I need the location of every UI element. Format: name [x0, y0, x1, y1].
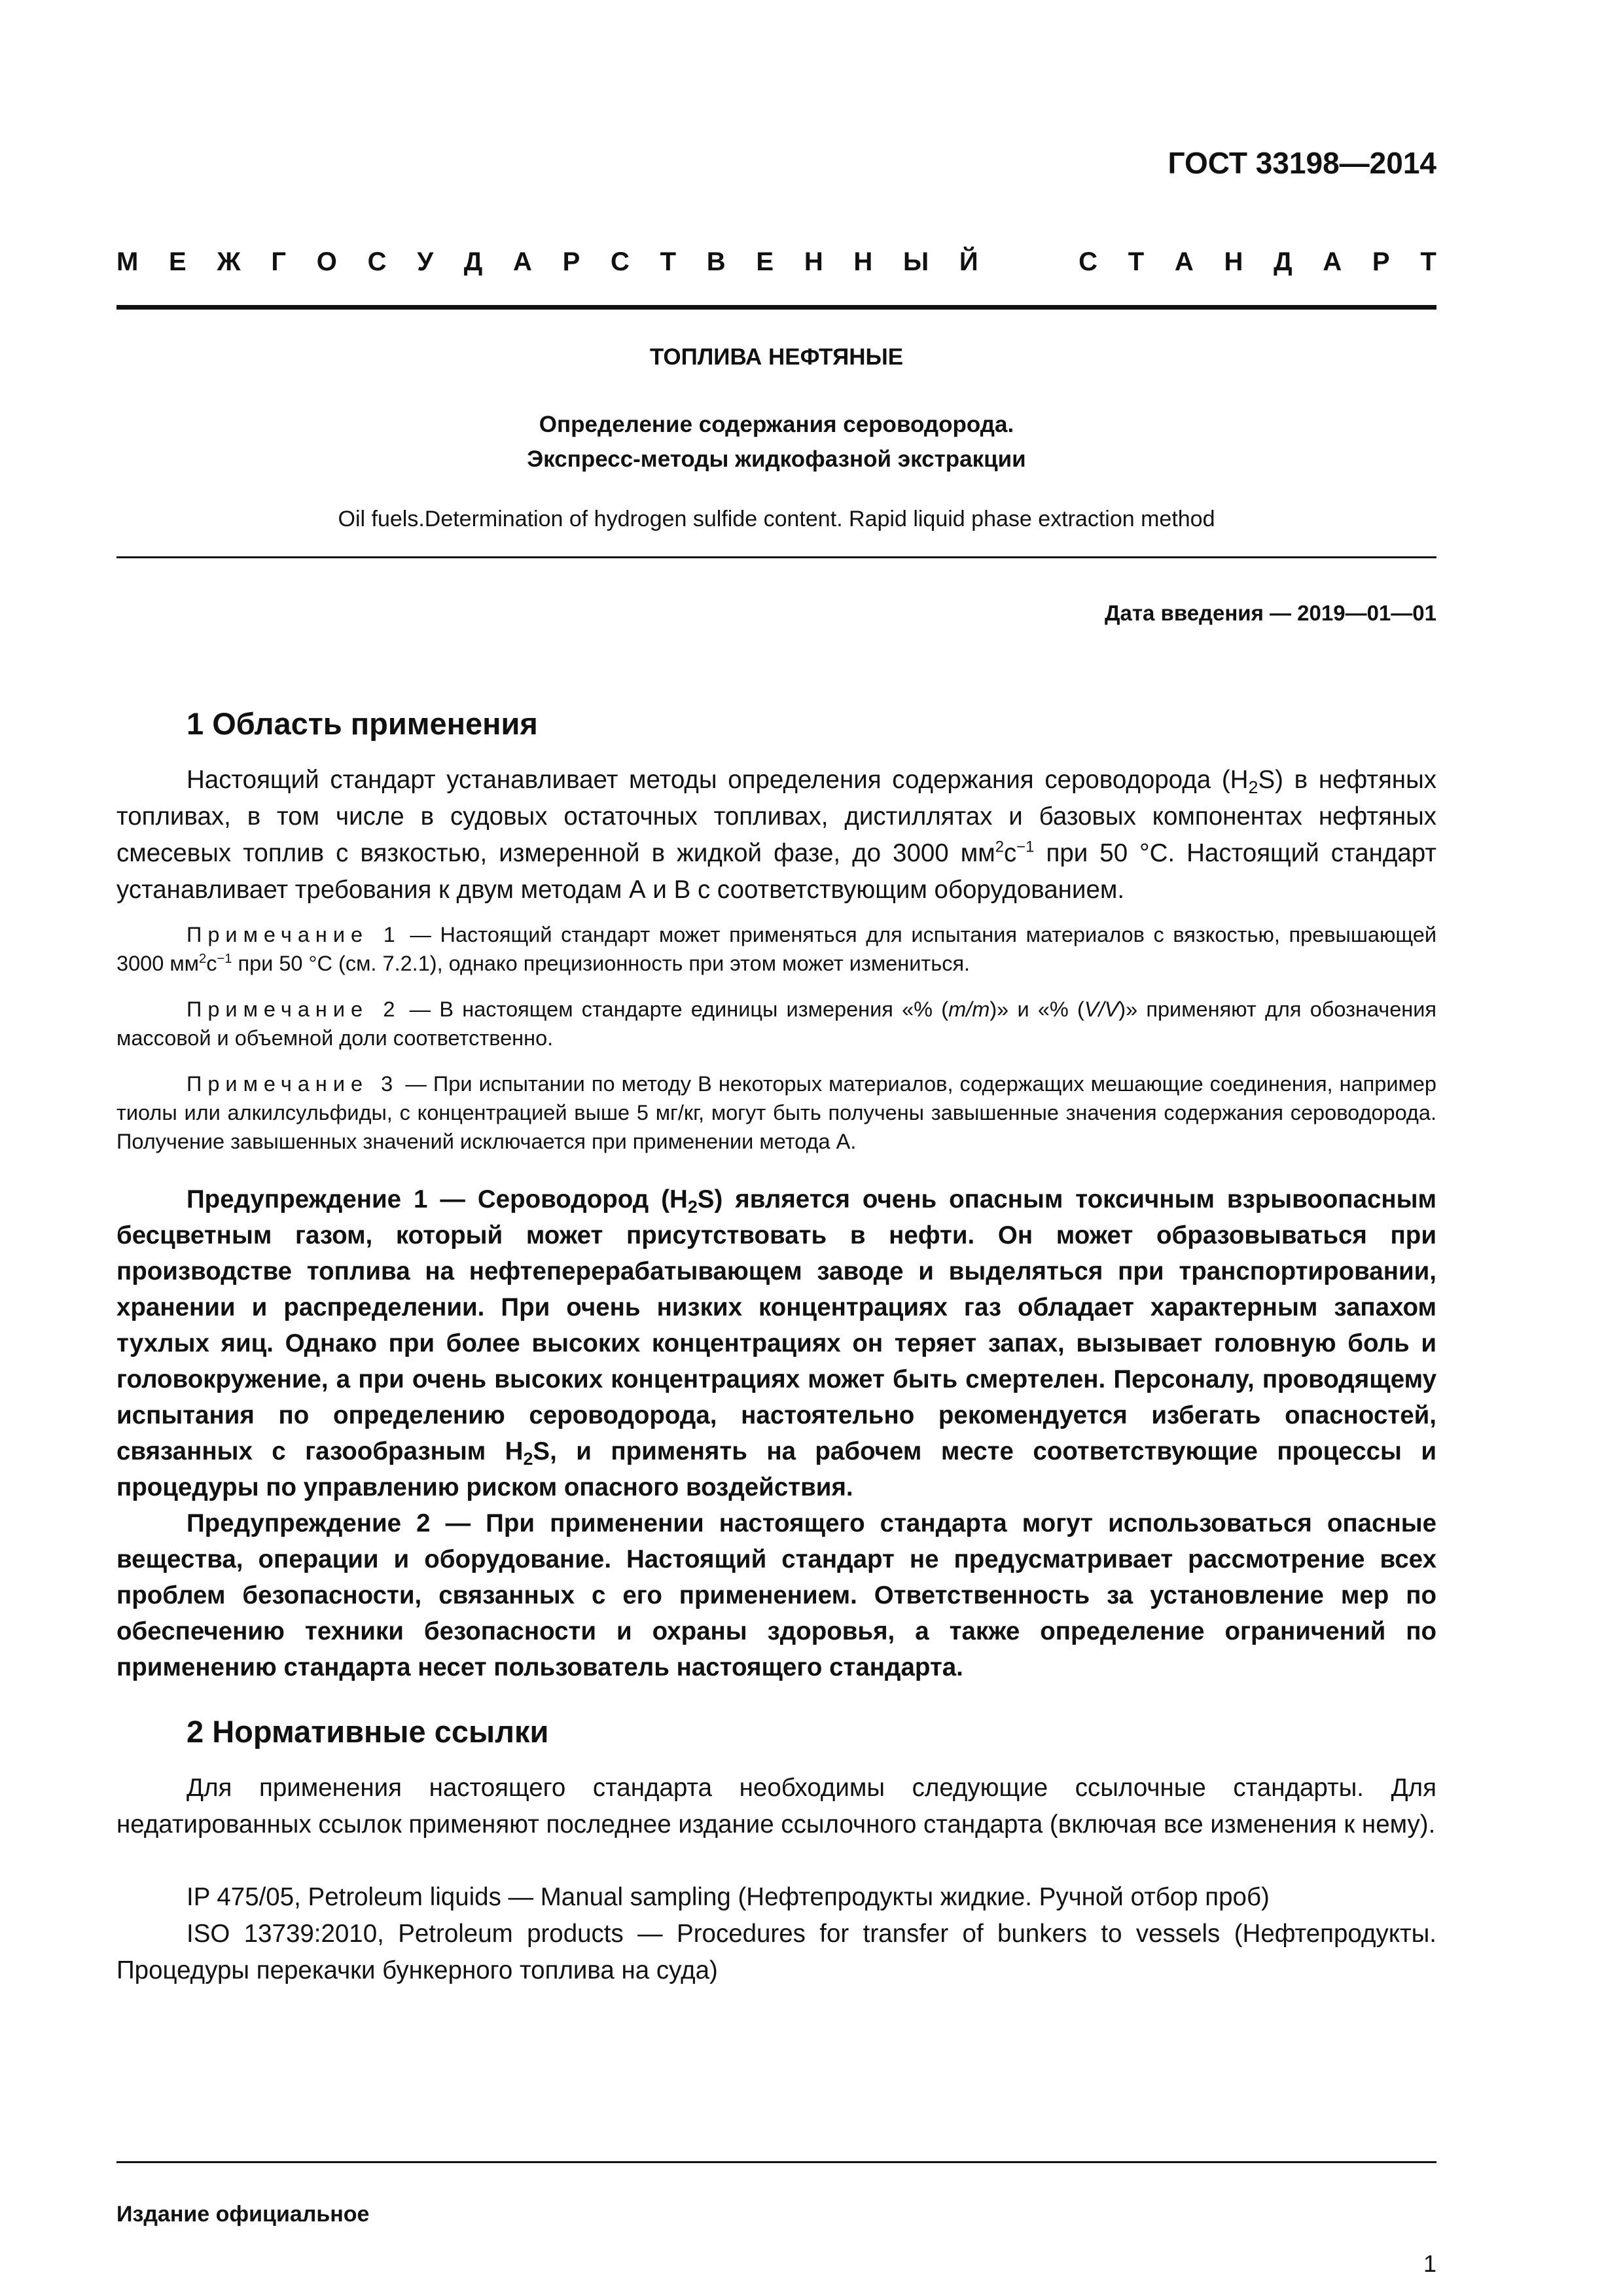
references-intro: Для применения настоящего стандарта необходимы следующие ссылочные стандарты. Для недатированных ссылок применяют последнее издание ссылочного стандарта (включая все изменения к нему).	[116, 1774, 1436, 1839]
banner-letter: А	[1323, 247, 1342, 276]
footer-rule	[116, 2161, 1436, 2163]
reference-item: IP 475/05, Petroleum liquids — Manual sampling (Нефтепродукты жидкие. Ручной отбор проб)	[187, 1883, 1270, 1911]
banner-letter: Г	[271, 247, 287, 276]
banner-letter: Р	[1372, 247, 1390, 276]
banner-letter: Ж	[217, 247, 241, 276]
note-2: Примечание 2 — В настоящем стандарте единицы измерения «% (m/m)» и «% (V/V)» применяют для обозначения массовой и объемной доли соответственно.	[116, 997, 1437, 1050]
banner-letter: Т	[660, 247, 677, 276]
banner-letter: В	[706, 247, 726, 276]
banner-letter: Н	[1224, 247, 1243, 276]
page-number: 1	[1423, 2250, 1436, 2277]
document-number: ГОСТ 33198—2014	[1168, 146, 1436, 180]
interstate-standard-banner	[116, 247, 1436, 277]
banner-gap	[1008, 247, 1048, 277]
banner-letter: Н	[853, 247, 873, 276]
banner-letter: А	[1174, 247, 1194, 276]
section-1-heading: 1 Область применения	[187, 706, 538, 741]
banner-letter: Е	[756, 247, 774, 276]
header-rule	[116, 305, 1436, 310]
references-list	[116, 1879, 1436, 1989]
note-3: Примечание 3 — При испытании по методу В некоторых материалов, содержащих мешающие соединения, например тиолы или алкилсульфиды, с концентрацией выше 5 мг/кг, могут быть получены завышенные значения содержания сероводорода. Получение завышенных значений исключается при применении метода А.	[116, 1072, 1436, 1153]
banner-letter: Д	[1274, 247, 1293, 276]
banner-letter: Т	[1420, 247, 1436, 276]
introduction-date: Дата введения — 2019—01—01	[1105, 601, 1436, 625]
banner-letter: Д	[463, 247, 483, 276]
banner-letter: С	[1079, 247, 1097, 276]
banner-letter: С	[611, 247, 630, 276]
subtitle-line-1: Определение содержания сероводорода.	[539, 412, 1014, 437]
note-1: Примечание 1 — Настоящий стандарт может применяться для испытания материалов с вязкостью, превышающей 3000 $мм^2с^{-1}$ при 50 °С (см. 7.2.1), однако прецизионность при этом может измениться.	[116, 923, 1436, 975]
banner-letter: Р	[562, 247, 580, 276]
banner-letter: Т	[1128, 247, 1145, 276]
banner-letter: С	[367, 247, 387, 276]
banner-letter: Н	[804, 247, 823, 276]
official-edition-label: Издание официальное	[116, 2202, 370, 2227]
scope-paragraph: Настоящий стандарт устанавливает методы определения содержания сероводорода $(H_2S)$ в нефтяных топливах, в том числе в судовых остаточных топливах, дистиллятах и базовых компонентах нефтяных смесевых топлив с вязкостью, измеренной в жидкой фазе, до 3000 $мм^2с^{-1}$ при 50 °С. Настоящий стандарт устанавливает требования к двум методам А и В с соответствующим оборудованием.	[116, 766, 1436, 904]
warning-2: Предупреждение 2 — При применении настоящего стандарта могут использоваться опасные вещества, операции и оборудование. Настоящий стандарт не предусматривает рассмотрение всех проблем безопасности, связанных с его применением. Ответственность за установление мер по обеспечению техники безопасности и охраны здоровья, а также определение ограничений по применению стандарта несет пользователь настоящего стандарта.	[116, 1509, 1436, 1681]
title-main: ТОПЛИВА НЕФТЯНЫЕ	[649, 344, 904, 370]
reference-item: ISO 13739:2010, Petroleum products — Procedures for transfer of bunkers to vessels (Нефтепродукты. Процедуры перекачки бункерного топлива на суда)	[116, 1920, 1436, 1984]
title-english: Oil fuels.Determination of hydrogen sulfide content. Rapid liquid phase extraction method	[338, 507, 1215, 531]
banner-letter: Й	[959, 247, 978, 276]
banner-letter: О	[316, 247, 337, 276]
subtitle-line-2: Экспресс-методы жидкофазной экстракции	[527, 446, 1026, 472]
title-subtitle	[116, 407, 1436, 476]
banner-letter: У	[417, 247, 434, 276]
banner-letter: А	[513, 247, 532, 276]
banner-letter: Е	[169, 247, 187, 276]
section-2-heading: 2 Нормативные ссылки	[187, 1714, 549, 1749]
banner-letter: Ы	[903, 247, 929, 276]
title-rule	[116, 556, 1436, 558]
warning-1: Предупреждение 1 — Сероводород $(H_2S)$ является очень опасным токсичным взрывоопасным бесцветным газом, который может присутствовать в нефти. Он может образовываться при производстве топлива на нефтеперерабатывающем заводе и выделяться при транспортировании, хранении и распределении. При очень низких концентрациях газ обладает характерным запахом тухлых яиц. Однако при более высоких концентрациях он теряет запах, вызывает головную боль и головокружение, а при очень высоких концентрациях может быть смертелен. Персоналу, проводящему испытания по определению сероводорода, настоятельно рекомендуется избегать опасностей, связанных с газообразным $H_2S$, и применять на рабочем месте соответствующие процессы и процедуры по управлению риском опасного воздействия.	[116, 1185, 1436, 1501]
banner-letter: М	[116, 247, 139, 276]
